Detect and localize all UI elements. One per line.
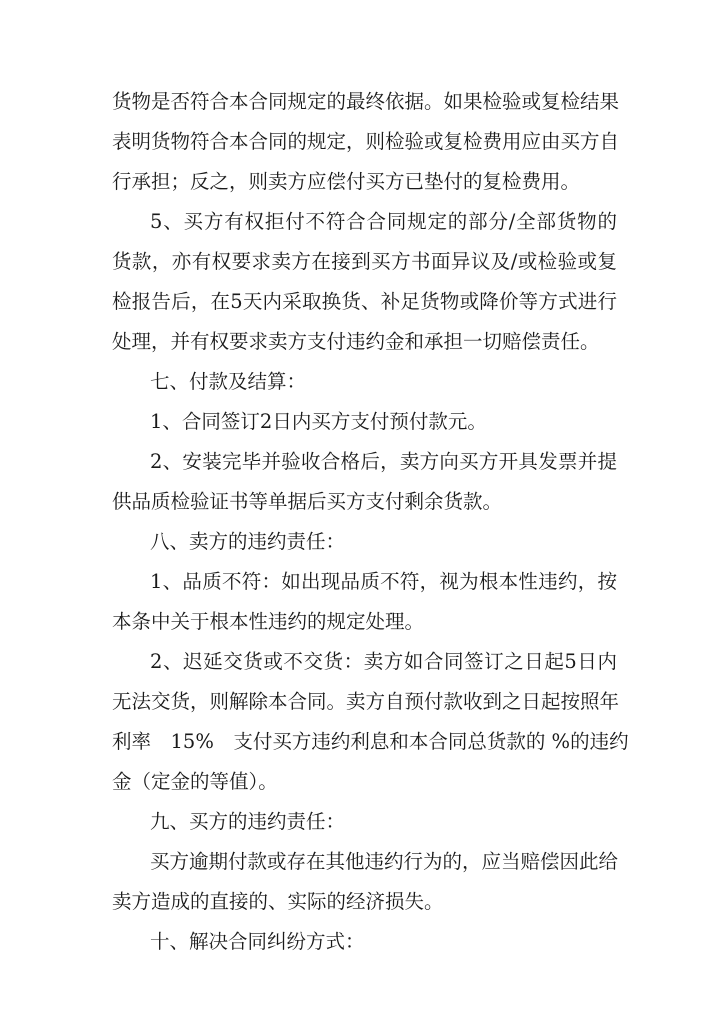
text-line: 表明货物符合本合同的规定，则检验或复检费用应由买方自 — [112, 130, 620, 153]
text-line: 金（定金的等值）。 — [112, 770, 278, 793]
text-line: 货物是否符合本合同规定的最终依据。如果检验或复检结果 — [112, 90, 620, 113]
text-line: 处理，并有权要求卖方支付违约金和承担一切赔偿责任。 — [112, 330, 600, 353]
text-line: 本条中关于根本性违约的规定处理。 — [112, 610, 425, 633]
section-heading: 八、卖方的违约责任： — [150, 530, 346, 553]
text-line: 5、买方有权拒付不符合合同规定的部分/全部货物的 — [150, 210, 617, 233]
text-line: 买方逾期付款或存在其他违约行为的，应当赔偿因此给 — [150, 850, 619, 873]
text-line: 卖方造成的直接的、实际的经济损失。 — [112, 890, 444, 913]
text-line: 行承担；反之，则卖方应偿付买方已垫付的复检费用。 — [112, 170, 581, 193]
section-heading: 七、付款及结算： — [150, 370, 307, 393]
text-line: 供品质检验证书等单据后买方支付剩余货款。 — [112, 490, 503, 513]
text-line: 1、合同签订2日内买方支付预付款元。 — [150, 410, 487, 433]
text-line: 2、安装完毕并验收合格后，卖方向买方开具发票并提 — [150, 450, 617, 473]
text-line: 利率 15% 支付买方违约利息和本合同总货款的 %的违约 — [112, 730, 629, 753]
section-heading: 十、解决合同纠纷方式： — [150, 930, 365, 953]
text-line: 检报告后，在5天内采取换货、补足货物或降价等方式进行 — [112, 290, 617, 313]
text-line: 货款，亦有权要求卖方在接到买方书面异议及/或检验或复 — [112, 250, 617, 273]
text-line: 无法交货，则解除本合同。卖方自预付款收到之日起按照年 — [112, 690, 620, 713]
text-line: 2、迟延交货或不交货：卖方如合同签订之日起5日内 — [150, 650, 617, 673]
section-heading: 九、买方的违约责任： — [150, 810, 346, 833]
text-line: 1、品质不符：如出现品质不符，视为根本性违约，按 — [150, 570, 617, 593]
